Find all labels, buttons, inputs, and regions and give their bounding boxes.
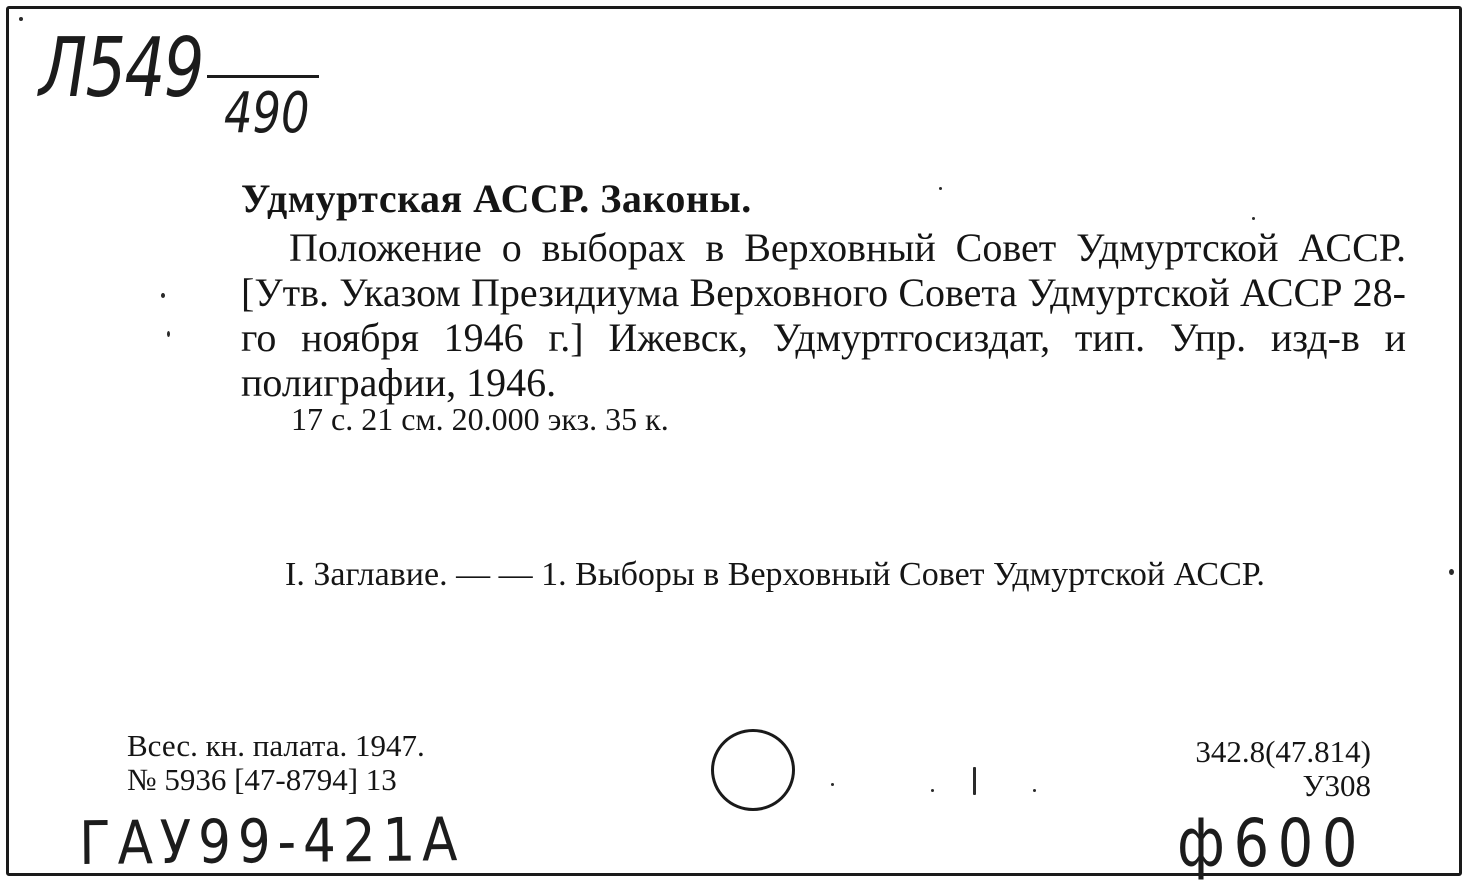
handwritten-shelfmark: Л549 (39, 21, 203, 116)
ink-speck (1033, 789, 1036, 792)
ink-speck (1252, 217, 1255, 220)
collation-line: 17 с. 21 см. 20.000 экз. 35 к. (291, 401, 669, 437)
imprint-block (127, 729, 425, 797)
title-block (241, 225, 1406, 405)
ink-speck (973, 767, 976, 795)
ink-speck (19, 17, 23, 21)
author-mark: У308 (1302, 768, 1371, 803)
handwritten-fraction-line (207, 75, 319, 78)
handwritten-inventory-number: ГАУ99-421А (79, 805, 465, 879)
handwritten-fund-number: ф600 (1177, 805, 1367, 882)
ink-speck (931, 789, 934, 792)
tracing-line: I. Заглавие. — — 1. Выборы в Верховный Совет Удмуртской АССР. (285, 556, 1265, 593)
imprint-line-1: Всес. кн. палата. 1947. (127, 728, 425, 763)
ink-speck (167, 331, 170, 337)
handwritten-shelfmark-number: 490 (224, 81, 310, 146)
punch-hole (711, 729, 795, 811)
ink-speck (939, 187, 942, 190)
card-heading: Удмуртская АССР. Законы. (241, 176, 752, 221)
ink-speck (161, 293, 165, 298)
class-number: 342.8(47.814) (1195, 734, 1371, 769)
catalog-card (6, 6, 1462, 882)
ink-speck (831, 783, 834, 786)
title-block-text: Положение о выборах в Верховный Совет Удмуртской АССР. [Утв. Указом Президиума Верховного Совета Удмуртской АССР 28-го ноября 1946 г.] Ижевск, Удмуртгосиздат, тип. Упр. изд-в и полиграфии, 1946. (241, 225, 1406, 405)
ink-speck (1449, 569, 1454, 575)
classification-block (1195, 735, 1371, 803)
imprint-line-2: № 5936 [47-8794] 13 (127, 762, 397, 797)
